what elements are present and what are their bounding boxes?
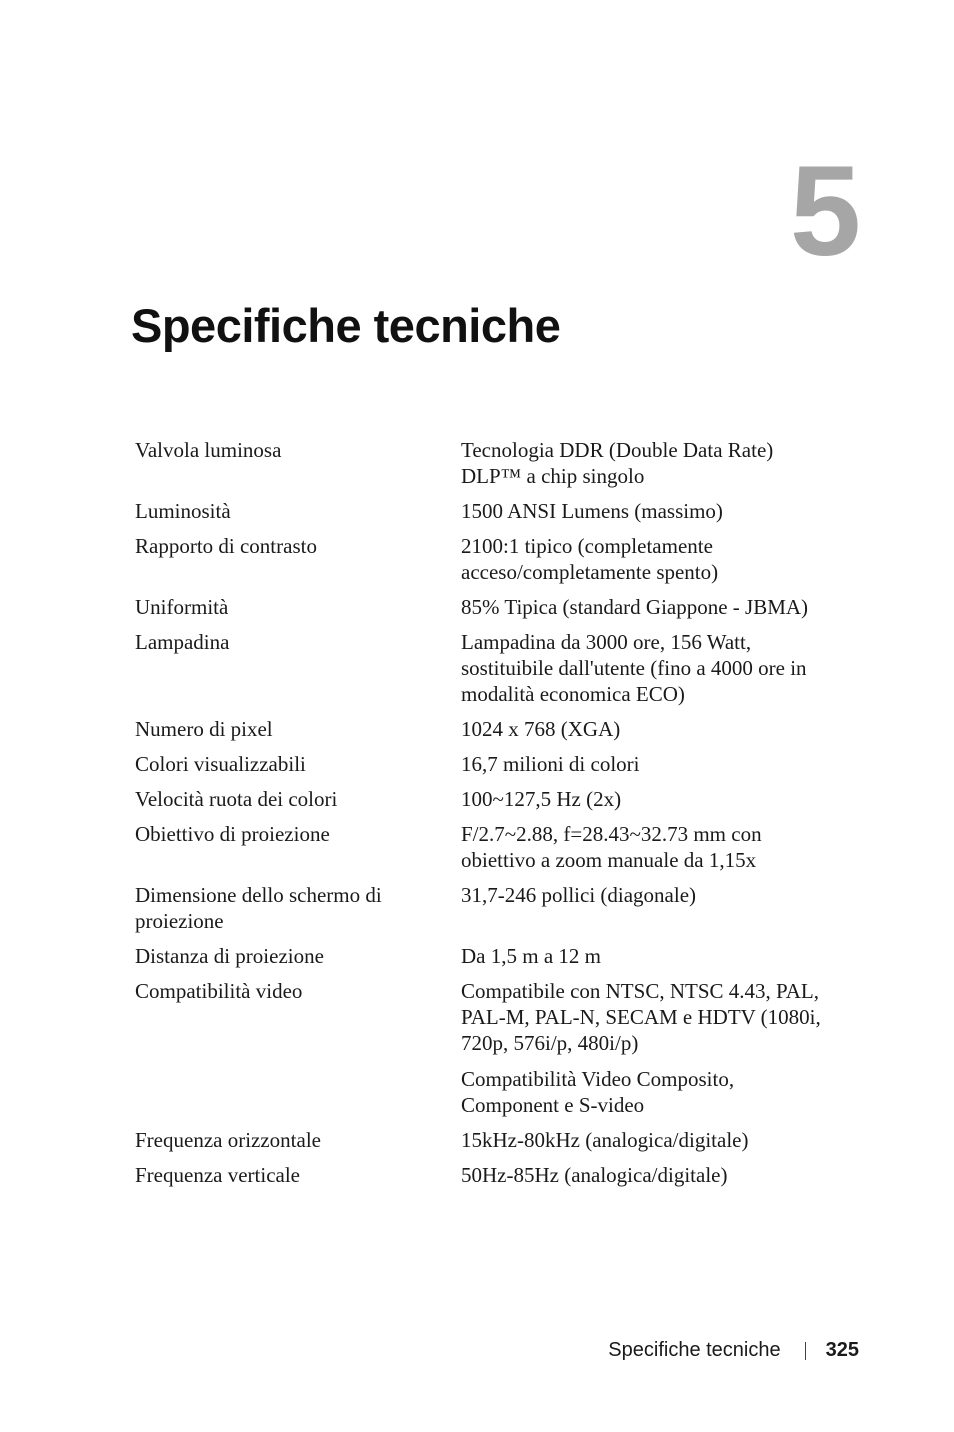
spec-label: Obiettivo di proiezione xyxy=(135,822,330,846)
spec-label: Frequenza orizzontale xyxy=(135,1128,321,1152)
spec-value: 85% Tipica (standard Giappone - JBMA) xyxy=(461,595,809,619)
spec-label: Frequenza verticale xyxy=(135,1163,300,1187)
spec-row xyxy=(135,594,825,620)
spec-row xyxy=(135,1162,825,1188)
spec-row xyxy=(135,498,825,524)
spec-value: 15kHz-80kHz (analogica/digitale) xyxy=(461,1128,749,1152)
spec-label: Velocità ruota dei colori xyxy=(135,787,338,811)
spec-values xyxy=(461,594,825,620)
spec-row xyxy=(135,978,825,1118)
spec-label: Distanza di proiezione xyxy=(135,944,324,968)
spec-values xyxy=(461,1127,825,1153)
spec-values xyxy=(461,437,825,489)
spec-row xyxy=(135,533,825,585)
spec-row xyxy=(135,437,825,489)
spec-value: F/2.7~2.88, f=28.43~32.73 mm con obiettivo a zoom manuale da 1,15x xyxy=(461,822,762,872)
spec-label: Compatibilità video xyxy=(135,979,303,1003)
page-number: 325 xyxy=(825,1339,859,1361)
spec-row xyxy=(135,786,825,812)
spec-label: Numero di pixel xyxy=(135,717,273,741)
spec-row xyxy=(135,943,825,969)
spec-label: Rapporto di contrasto xyxy=(135,534,317,558)
spec-values xyxy=(461,716,825,742)
spec-label: Colori visualizzabili xyxy=(135,752,306,776)
spec-value: Compatibile con NTSC, NTSC 4.43, PAL, PAL-M, PAL-N, SECAM e HDTV (1080i, 720p, 576i/p, 480i/p) xyxy=(461,979,821,1055)
spec-row xyxy=(135,629,825,707)
spec-value: 1500 ANSI Lumens (massimo) xyxy=(461,499,723,523)
spec-label: Lampadina xyxy=(135,630,230,654)
spec-values xyxy=(461,1162,825,1188)
spec-label: Valvola luminosa xyxy=(135,438,282,462)
spec-value: 1024 x 768 (XGA) xyxy=(461,717,621,741)
chapter-number: 5 xyxy=(789,140,859,283)
spec-value: 31,7-246 pollici (diagonale) xyxy=(461,883,697,907)
spec-label: Dimensione dello schermo di proiezione xyxy=(135,883,382,933)
spec-value: Tecnologia DDR (Double Data Rate) DLP™ a chip singolo xyxy=(461,438,774,488)
spec-row xyxy=(135,716,825,742)
page-footer xyxy=(608,1339,859,1362)
spec-value: 2100:1 tipico (completamente acceso/completamente spento) xyxy=(461,534,719,584)
spec-row xyxy=(135,751,825,777)
spec-value: Da 1,5 m a 12 m xyxy=(461,944,601,968)
spec-value: 16,7 milioni di colori xyxy=(461,752,640,776)
page-title: Specifiche tecniche xyxy=(131,299,561,352)
spec-values xyxy=(461,882,825,908)
spec-values xyxy=(461,751,825,777)
spec-value: 100~127,5 Hz (2x) xyxy=(461,787,622,811)
footer-section-title: Specifiche tecniche xyxy=(608,1339,781,1361)
spec-values xyxy=(461,786,825,812)
spec-values xyxy=(461,533,825,585)
spec-row xyxy=(135,821,825,873)
spec-value: 50Hz-85Hz (analogica/digitale) xyxy=(461,1163,728,1187)
spec-table xyxy=(135,437,825,1197)
spec-values xyxy=(461,498,825,524)
spec-row xyxy=(135,882,825,934)
spec-values xyxy=(461,821,825,873)
spec-values xyxy=(461,629,825,707)
spec-label: Uniformità xyxy=(135,595,229,619)
spec-values xyxy=(461,943,825,969)
footer-divider xyxy=(805,1342,806,1360)
spec-values xyxy=(461,978,825,1118)
spec-label: Luminosità xyxy=(135,499,231,523)
spec-value: Lampadina da 3000 ore, 156 Watt, sostituibile dall'utente (fino a 4000 ore in modalità economica ECO) xyxy=(461,630,807,706)
spec-value: Compatibilità Video Composito, Component e S-video xyxy=(461,1067,735,1117)
spec-row xyxy=(135,1127,825,1153)
